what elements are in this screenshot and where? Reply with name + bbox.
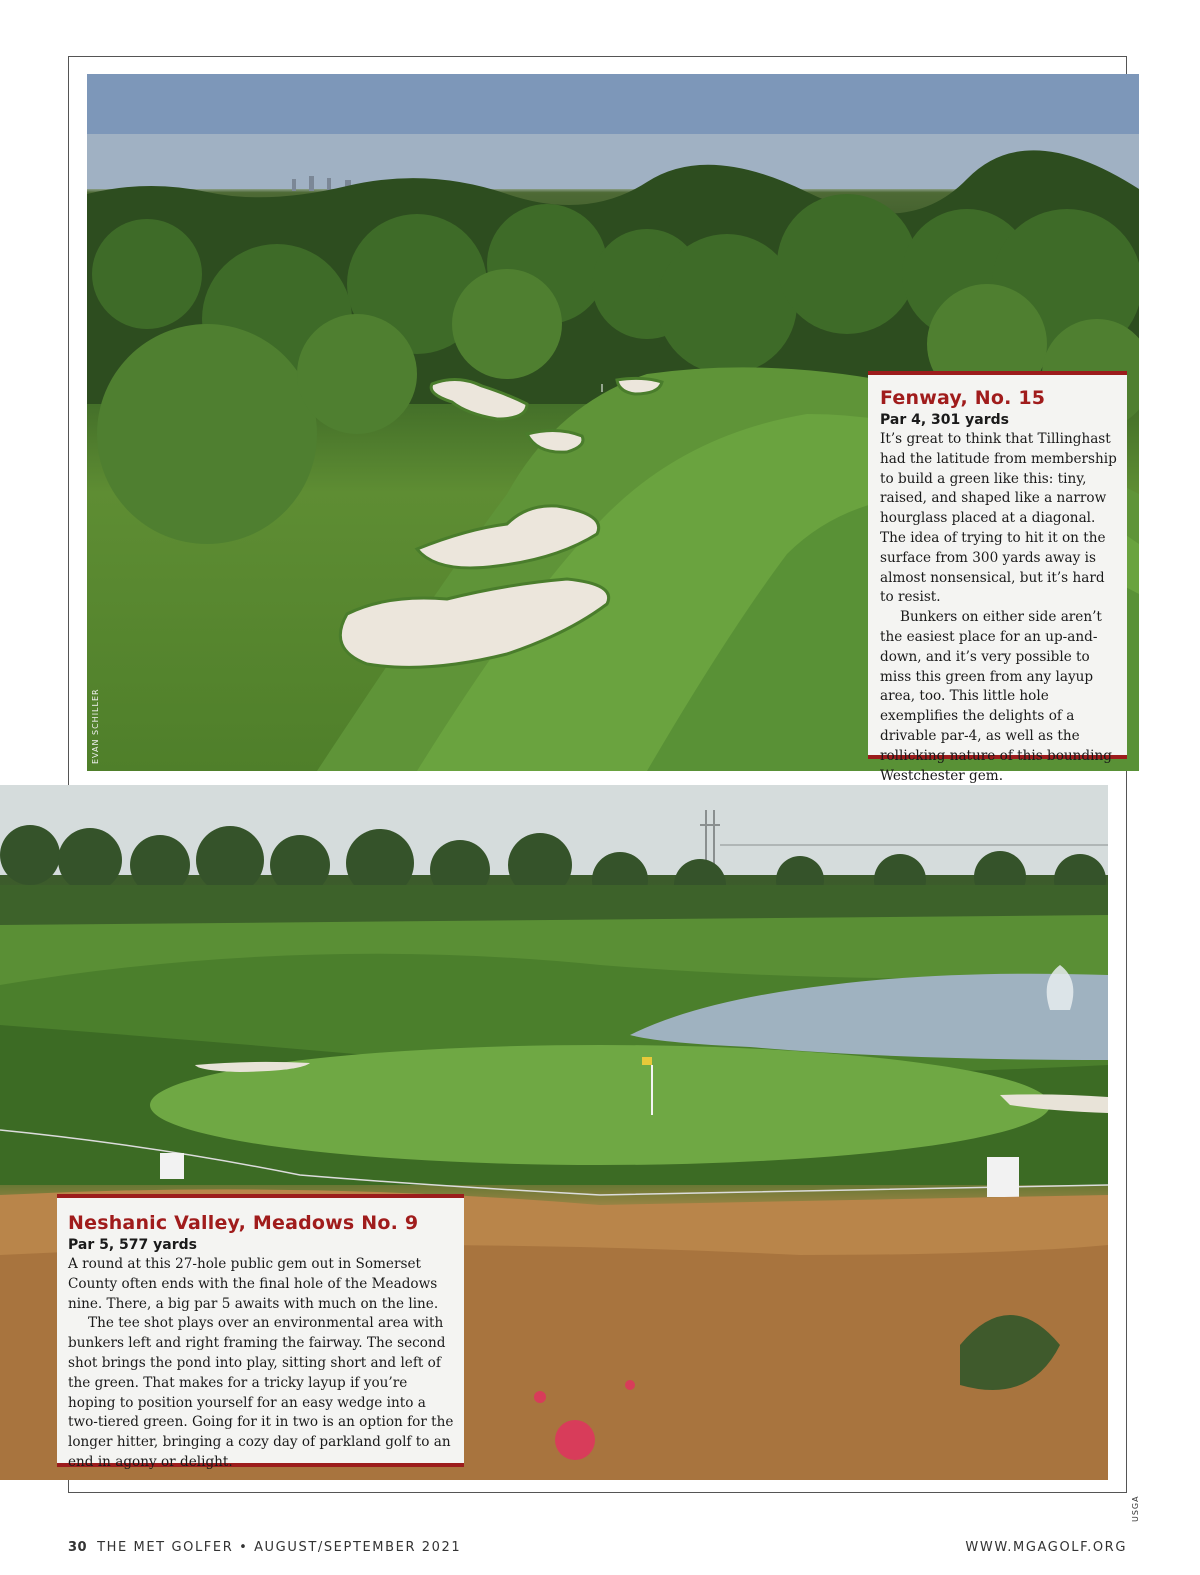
- footer-website[interactable]: WWW.MGAGOLF.ORG: [965, 1540, 1127, 1555]
- photo-credit-usga: USGA: [1131, 1495, 1140, 1522]
- publication-line: THE MET GOLFER • AUGUST/SEPTEMBER 2021: [97, 1540, 462, 1555]
- photo-credit-fenway: EVAN SCHILLER: [91, 688, 100, 764]
- page-number: 30: [68, 1540, 88, 1555]
- neshanic-paragraph-2: The tee shot plays over an environmental area with bunkers left and right framing the fairway. The second shot brings the pond into play, sitting short and left of the green. That makes for a tricky layup if you’re hoping to position yourself for an easy wedge into a two-tiered green. Going for it in two is an option for the longer hitter, bringing a cozy day of parkland golf to an end in agony or delight.: [68, 1315, 454, 1470]
- neshanic-body: [68, 1255, 456, 1473]
- neshanic-caption: [57, 1194, 464, 1470]
- footer-left: [68, 1540, 461, 1555]
- fenway-title: Fenway, No. 15: [880, 387, 1046, 409]
- fenway-caption: [868, 371, 1127, 784]
- neshanic-paragraph-1: A round at this 27-hole public gem out in Somerset County often ends with the final hole of the Meadows nine. There, a big par 5 awaits with much on the line.: [68, 1256, 439, 1312]
- neshanic-subtitle: Par 5, 577 yards: [68, 1237, 197, 1253]
- fenway-body: [880, 430, 1119, 786]
- neshanic-title: Neshanic Valley, Meadows No. 9: [68, 1212, 419, 1234]
- fenway-paragraph-1: It’s great to think that Tillinghast had the latitude from membership to build a green like this: tiny, raised, and shaped like a narrow hourglass placed at a diagonal. The idea of trying to hit it on the surface from 300 yards away is almost nonsensical, but it’s hard to resist.: [880, 431, 1117, 606]
- fenway-paragraph-2: Bunkers on either side aren’t the easiest place for an up-and-down, and it’s very possible to miss this green from any layup area, too. This little hole exemplifies the delights of a drivable par-4, as well as the rollicking nature of this bounding Westchester gem.: [880, 609, 1112, 784]
- fenway-subtitle: Par 4, 301 yards: [880, 412, 1009, 428]
